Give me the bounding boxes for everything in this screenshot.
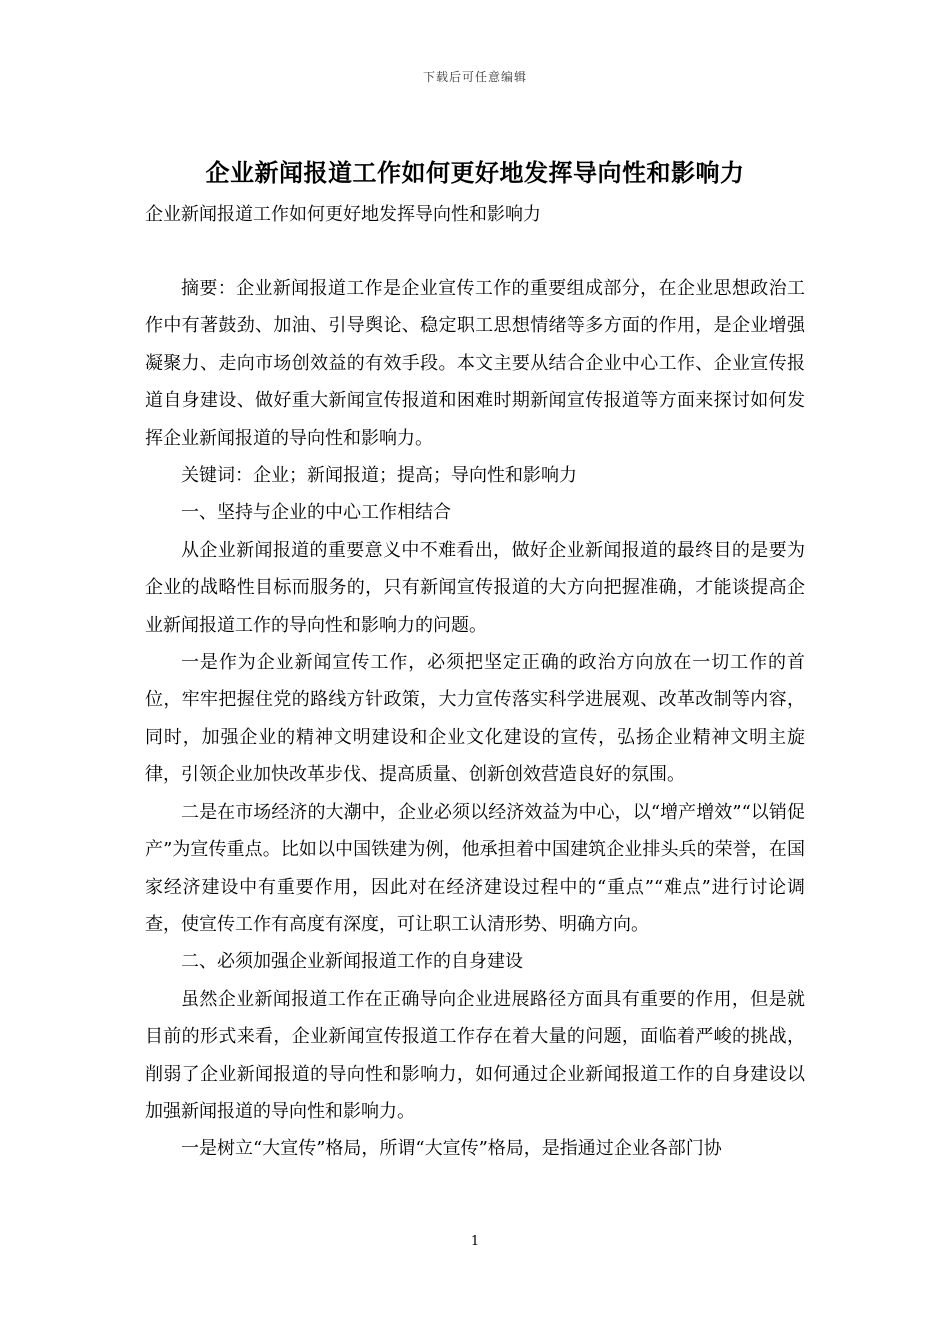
keywords-paragraph: 关键词：企业；新闻报道；提高；导向性和影响力	[181, 465, 577, 487]
document-title: 企业新闻报道工作如何更好地发挥导向性和影响力	[205, 158, 745, 187]
page-number: 1	[470, 1234, 480, 1249]
body-paragraph: 二是在市场经济的大潮中，企业必须以经济效益为中心，以“增产增效”“以销促产”为宣传重点。比如以中国铁建为例，他承担着中国建筑企业排头兵的荣誉，在国家经济建设中有重要作用，因此对在经济建设过程中的“重点”“难点”进行讨论调查，使宣传工作有高度有深度，可让职工认清形势、明确方向。	[145, 801, 805, 935]
body-paragraph: 一是作为企业新闻宣传工作，必须把坚定正确的政治方向放在一切工作的首位，牢牢把握住党的路线方针政策，大力宣传落实科学进展观、改革改制等内容，同时，加强企业的精神文明建设和企业文化建设的宣传，弘扬企业精神文明主旋律，引领企业加快改革步伐、提高质量、创新创效营造良好的氛围。	[145, 652, 805, 786]
section-heading-2: 二、必须加强企业新闻报道工作的自身建设	[181, 951, 523, 973]
header-note: 下载后可任意编辑	[422, 70, 527, 84]
document-subtitle: 企业新闻报道工作如何更好地发挥导向性和影响力	[145, 204, 541, 225]
section-heading-1: 一、坚持与企业的中心工作相结合	[181, 502, 451, 524]
body-paragraph: 一是树立“大宣传”格局，所谓“大宣传”格局，是指通过企业各部门协	[181, 1138, 722, 1160]
body-paragraph: 虽然企业新闻报道工作在正确导向企业进展路径方面具有重要的作用，但是就目前的形式来看，企业新闻宣传报道工作存在着大量的问题，面临着严峻的挑战，削弱了企业新闻报道的导向性和影响力，如何通过企业新闻报道工作的自身建设以加强新闻报道的导向性和影响力。	[145, 988, 805, 1122]
document-body	[145, 270, 805, 1168]
abstract-paragraph: 摘要：企业新闻报道工作是企业宣传工作的重要组成部分，在企业思想政治工作中有著鼓劲、加油、引导舆论、稳定职工思想情绪等多方面的作用，是企业增强凝聚力、走向市场创效益的有效手段。本文主要从结合企业中心工作、企业宣传报道自身建设、做好重大新闻宣传报道和困难时期新闻宣传报道等方面来探讨如何发挥企业新闻报道的导向性和影响力。	[145, 278, 805, 449]
body-paragraph: 从企业新闻报道的重要意义中不难看出，做好企业新闻报道的最终目的是要为企业的战略性目标而服务的，只有新闻宣传报道的大方向把握准确，才能谈提高企业新闻报道工作的导向性和影响力的问题。	[145, 539, 805, 636]
